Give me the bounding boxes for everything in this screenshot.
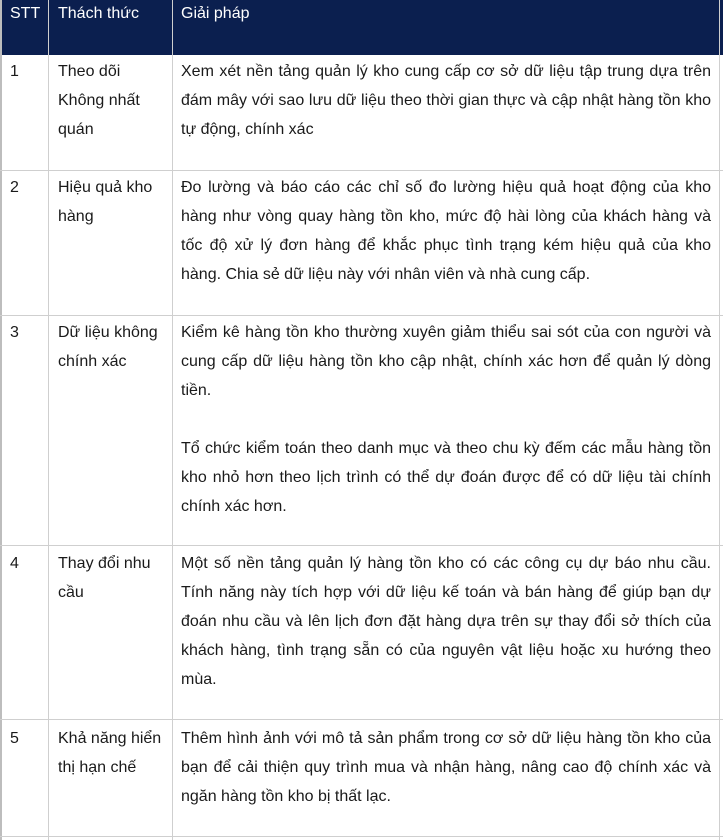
row-challenge: Hiệu quả kho hàng bbox=[58, 179, 153, 225]
row-solution bbox=[181, 57, 711, 144]
row-divider bbox=[0, 545, 723, 546]
row-solution bbox=[181, 318, 711, 521]
header-solution: Giải pháp bbox=[181, 5, 250, 22]
column-divider bbox=[172, 0, 173, 840]
row-stt: 1 bbox=[10, 63, 19, 80]
table-header bbox=[0, 0, 723, 55]
row-stt: 5 bbox=[10, 730, 19, 747]
row-divider bbox=[0, 719, 723, 720]
solution-paragraph: Kiểm kê hàng tồn kho thường xuyên giảm thiểu sai sót của con người và cung cấp dữ liệu hàng tồn kho cập nhật, chính xác hơn để quản lý dòng tiền. bbox=[181, 324, 711, 399]
row-divider bbox=[0, 170, 723, 171]
row-solution bbox=[181, 724, 711, 811]
row-challenge: Theo dõi Không nhất quán bbox=[58, 63, 140, 138]
solution-paragraph: Xem xét nền tảng quản lý kho cung cấp cơ sở dữ liệu tập trung dựa trên đám mây với sao lưu dữ liệu theo thời gian thực và cập nhật hàng tồn kho tự động, chính xác bbox=[181, 63, 711, 138]
table-left-border bbox=[0, 0, 2, 840]
solution-paragraph: Đo lường và báo cáo các chỉ số đo lường hiệu quả hoạt động của kho hàng như vòng quay hàng tồn kho, mức độ hài lòng của khách hàng và tốc độ xử lý đơn hàng để khắc phục tình trạng kém hiệu quả của kho hàng. Chia sẻ dữ liệu này với nhân viên và nhà cung cấp. bbox=[181, 179, 711, 283]
row-challenge: Dữ liệu không chính xác bbox=[58, 324, 158, 370]
solution-paragraph: Tổ chức kiểm toán theo danh mục và theo chu kỳ đếm các mẫu hàng tồn kho nhỏ hơn theo lịch trình có thể dự đoán được để có dữ liệu tài chính chính xác hơn. bbox=[181, 440, 711, 515]
row-solution bbox=[181, 173, 711, 289]
row-divider bbox=[0, 836, 723, 837]
row-solution bbox=[181, 549, 711, 694]
solution-paragraph: Một số nền tảng quản lý hàng tồn kho có các công cụ dự báo nhu cầu. Tính năng này tích hợp với dữ liệu kế toán và bán hàng để giúp bạn dự đoán nhu cầu và lên lịch đơn đặt hàng dựa trên sự thay đổi sở thích của khách hàng, tình trạng sẵn có của nguyên vật liệu hoặc xu hướng theo mùa. bbox=[181, 555, 711, 688]
row-challenge: Khả năng hiển thị hạn chế bbox=[58, 730, 162, 776]
row-stt: 3 bbox=[10, 324, 19, 341]
row-challenge: Thay đổi nhu cầu bbox=[58, 555, 151, 601]
row-divider bbox=[0, 315, 723, 316]
column-divider bbox=[48, 0, 49, 840]
header-challenge: Thách thức bbox=[58, 5, 139, 22]
row-stt: 2 bbox=[10, 179, 19, 196]
solution-paragraph: Thêm hình ảnh với mô tả sản phẩm trong cơ sở dữ liệu hàng tồn kho của bạn để cải thiện quy trình mua và nhận hàng, nâng cao độ chính xác và ngăn hàng tồn kho bị thất lạc. bbox=[181, 730, 711, 805]
header-stt: STT bbox=[10, 5, 41, 22]
row-stt: 4 bbox=[10, 555, 19, 572]
column-divider bbox=[719, 0, 720, 840]
